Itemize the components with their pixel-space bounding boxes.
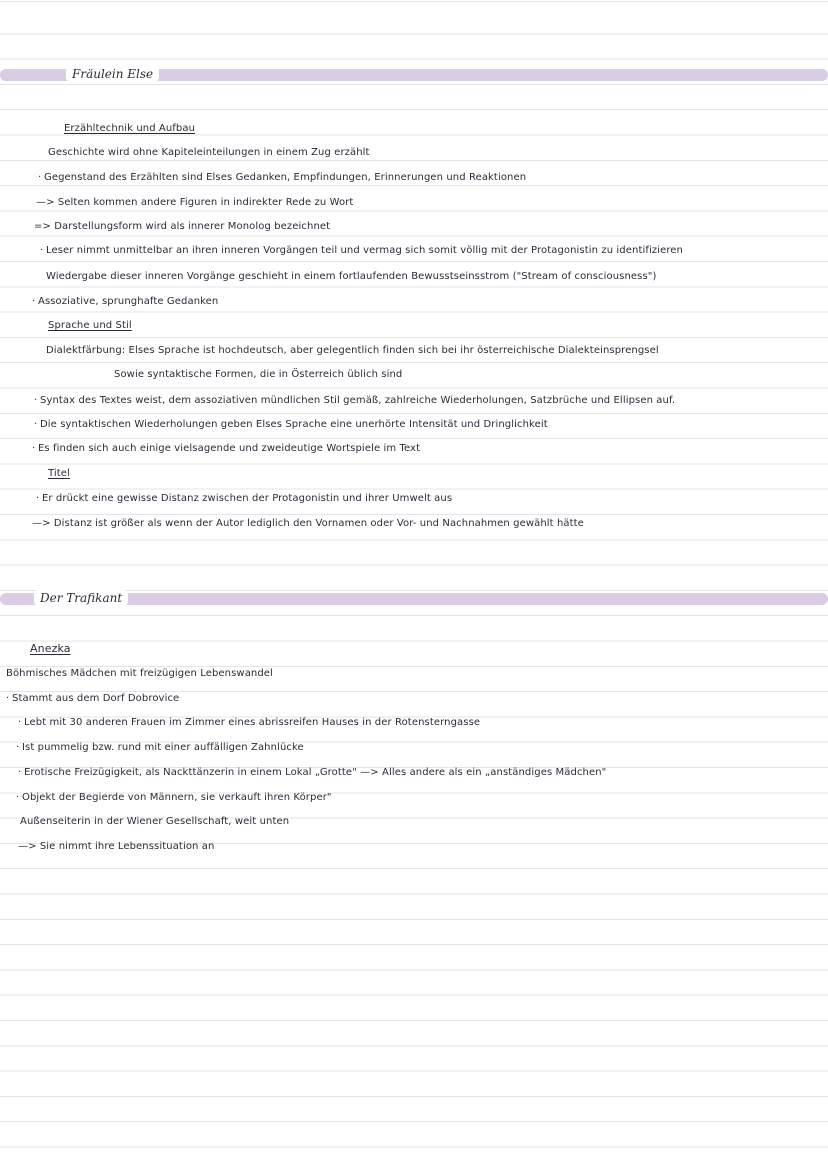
note-line: Geschichte wird ohne Kapiteleinteilungen in einem Zug erzählt (48, 147, 370, 158)
section-title: Der Trafikant (34, 589, 128, 607)
subheading: Erzähltechnik und Aufbau (64, 123, 196, 134)
section-band-der-trafikant (0, 593, 828, 605)
note-line: Dialektfärbung: Elses Sprache ist hochdeutsch, aber gelegentlich finden sich bei ihr österreichische Dialekteinsprengsel (46, 345, 659, 356)
note-line: · Es finden sich auch einige vielsagende und zweideutige Wortspiele im Text (38, 442, 420, 456)
note-line: Außenseiterin in der Wiener Gesellschaft, weit unten (20, 816, 290, 827)
note-line: · Die syntaktischen Wiederholungen geben Elses Sprache eine unerhörte Intensität und Dringlichkeit (40, 418, 548, 432)
note-line: Böhmisches Mädchen mit freizügigen Lebenswandel (6, 668, 273, 679)
note-line: Sowie syntaktische Formen, die in Österreich üblich sind (114, 369, 403, 380)
subheading: Anezka (30, 642, 71, 655)
note-line: · Assoziative, sprunghafte Gedanken (38, 295, 218, 309)
note-line: · Ist pummelig bzw. rund mit einer auffälligen Zahnlücke (22, 741, 304, 755)
section-title: Fräulein Else (66, 65, 159, 83)
note-line: —> Distanz ist größer als wenn der Autor lediglich den Vornamen oder Vor- und Nachnahmen gewählt hätte (32, 518, 584, 529)
section-band-fraeulein-else (0, 69, 828, 81)
note-line: · Stammt aus dem Dorf Dobrovice (12, 692, 179, 706)
note-line: · Er drückt eine gewisse Distanz zwischen der Protagonistin und ihrer Umwelt aus (42, 492, 452, 506)
note-line: —> Sie nimmt ihre Lebenssituation an (18, 841, 215, 852)
note-line: · Objekt der Begierde von Männern, sie verkauft ihren Körper" (22, 791, 332, 805)
note-line: · Syntax des Textes weist, dem assoziativen mündlichen Stil gemäß, zahlreiche Wiederholungen, Satzbrüche und Ellipsen auf. (40, 394, 675, 408)
note-line: => Darstellungsform wird als innerer Monolog bezeichnet (34, 221, 331, 232)
note-line: Wiedergabe dieser inneren Vorgänge geschieht in einem fortlaufenden Bewusstseinsstrom ("Stream of consciousness") (46, 271, 657, 282)
subheading: Titel (48, 468, 70, 479)
note-line: —> Selten kommen andere Figuren in indirekter Rede zu Wort (36, 197, 354, 208)
note-line: · Gegenstand des Erzählten sind Elses Gedanken, Empfindungen, Erinnerungen und Reaktionen (44, 171, 526, 185)
note-line: · Leser nimmt unmittelbar an ihren inneren Vorgängen teil und vermag sich somit völlig mit der Protagonistin zu identifizieren (46, 244, 683, 258)
subheading: Sprache und Stil (48, 320, 132, 331)
note-line: · Erotische Freizügigkeit, als Nackttänzerin in einem Lokal „Grotte" —> Alles andere als ein „anständiges Mädchen" (24, 766, 606, 780)
note-line: · Lebt mit 30 anderen Frauen im Zimmer eines abrissreifen Hauses in der Rotensterngasse (24, 716, 480, 730)
